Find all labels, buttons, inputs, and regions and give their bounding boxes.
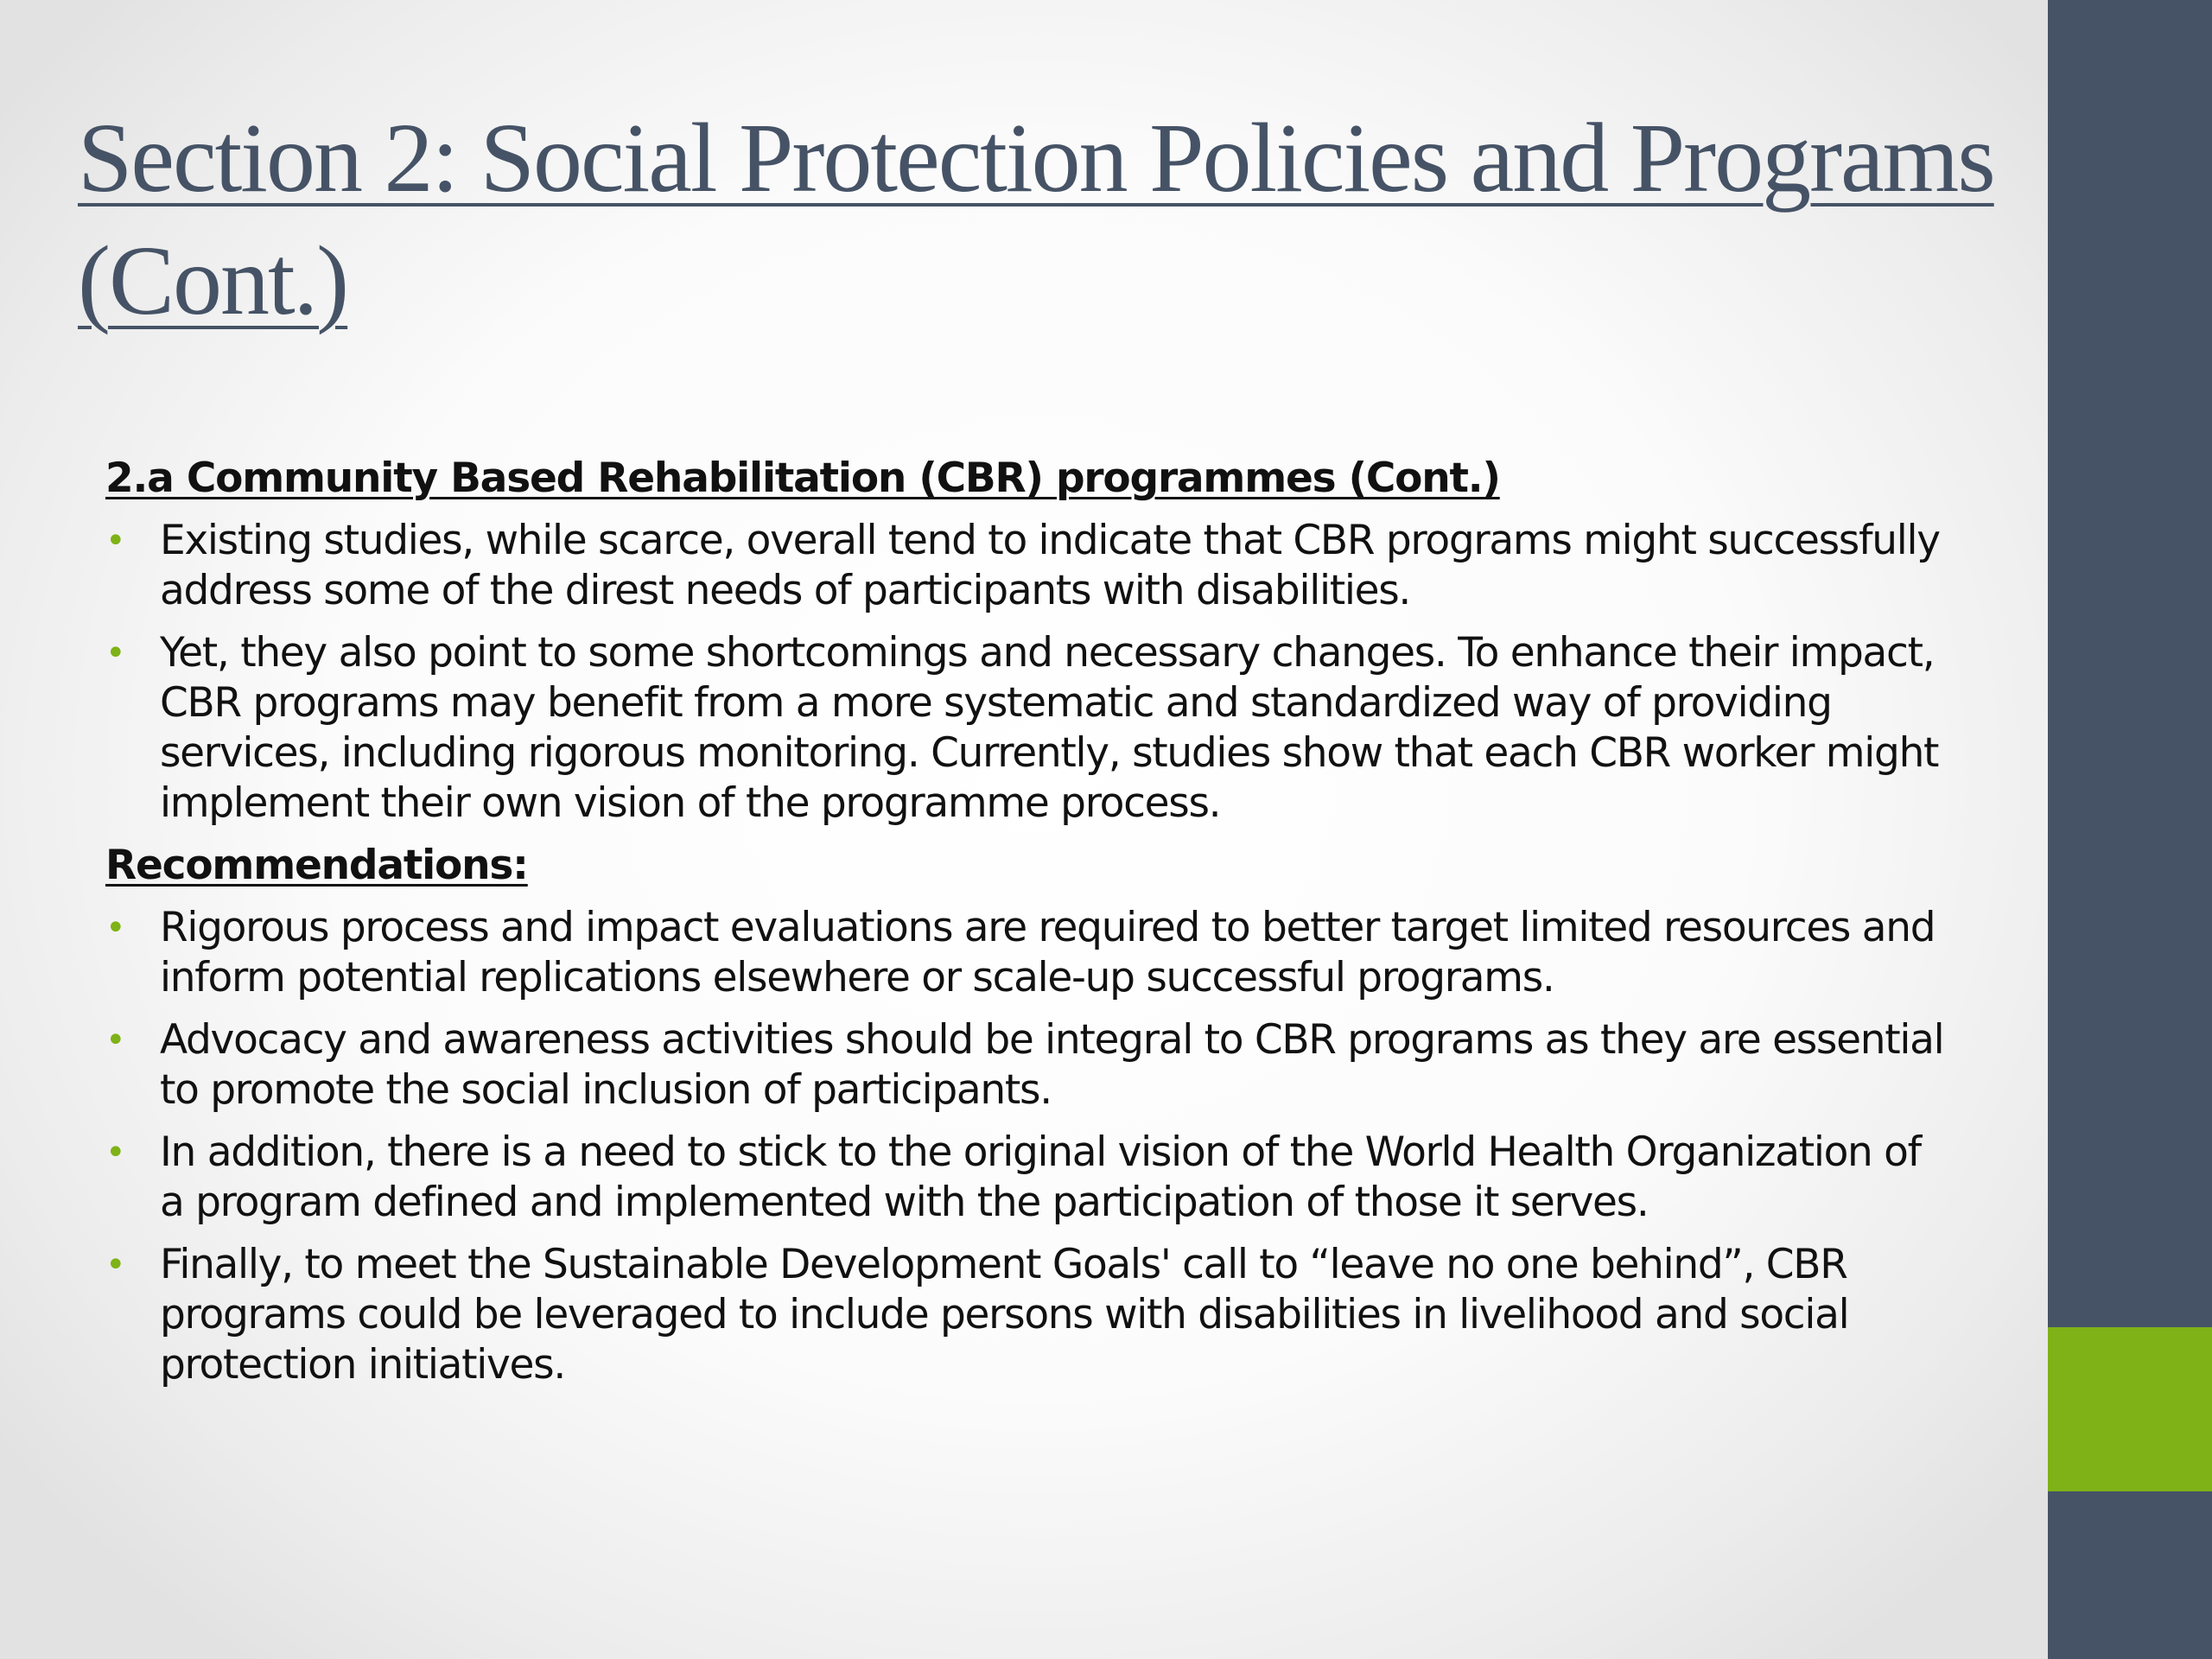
bullet-icon: •: [105, 521, 125, 561]
bullet-icon: •: [105, 908, 125, 948]
decorative-accent-block: [2048, 1327, 2212, 1491]
bullet-icon: •: [105, 1020, 125, 1060]
section-a-heading: 2.a Community Based Rehabilitation (CBR) programmes (Cont.): [105, 454, 1500, 502]
bullet-text: Existing studies, while scarce, overall tend to indicate that CBR programs might successfully address some of the direst needs of participants with disabilities.: [160, 517, 1940, 614]
bullet-icon: •: [105, 1245, 125, 1285]
bullet-text: Yet, they also point to some shortcomings and necessary changes. To enhance their impact, CBR programs may benefit from a more systematic and standardized way of providing services, including rigorous monitoring. Currently, studies show that each CBR worker might implement their own vision of the programme process.: [160, 629, 1939, 827]
slide-title: Section 2: Social Protection Policies and Programs (Cont.): [78, 103, 1994, 335]
bullet-icon: •: [105, 1133, 125, 1173]
bullet-text: Finally, to meet the Sustainable Development Goals' call to “leave no one behind”, CBR programs could be leveraged to include persons with disabilities in livelihood and social protection initiatives.: [160, 1241, 1849, 1389]
bullet-item: [105, 1015, 1955, 1116]
section-a-bullet-list: [105, 516, 1955, 829]
bullet-item: [105, 628, 1955, 829]
bullet-text: In addition, there is a need to stick to the original vision of the World Health Organization of a program defined and implemented with the participation of those it serves.: [160, 1128, 1921, 1226]
bullet-item: [105, 1240, 1955, 1390]
bullet-item: [105, 1128, 1955, 1228]
recommendations-heading: Recommendations:: [105, 842, 528, 889]
bullet-text: Rigorous process and impact evaluations are required to better target limited resources and inform potential replications elsewhere or scale-up successful programs.: [160, 904, 1936, 1001]
bullet-icon: •: [105, 633, 125, 673]
bullet-item: [105, 903, 1955, 1003]
recommendations-bullet-list: [105, 903, 1955, 1390]
slide-body: [105, 454, 1955, 1402]
bullet-item: [105, 516, 1955, 616]
bullet-text: Advocacy and awareness activities should be integral to CBR programs as they are essential to promote the social inclusion of participants.: [160, 1016, 1944, 1114]
